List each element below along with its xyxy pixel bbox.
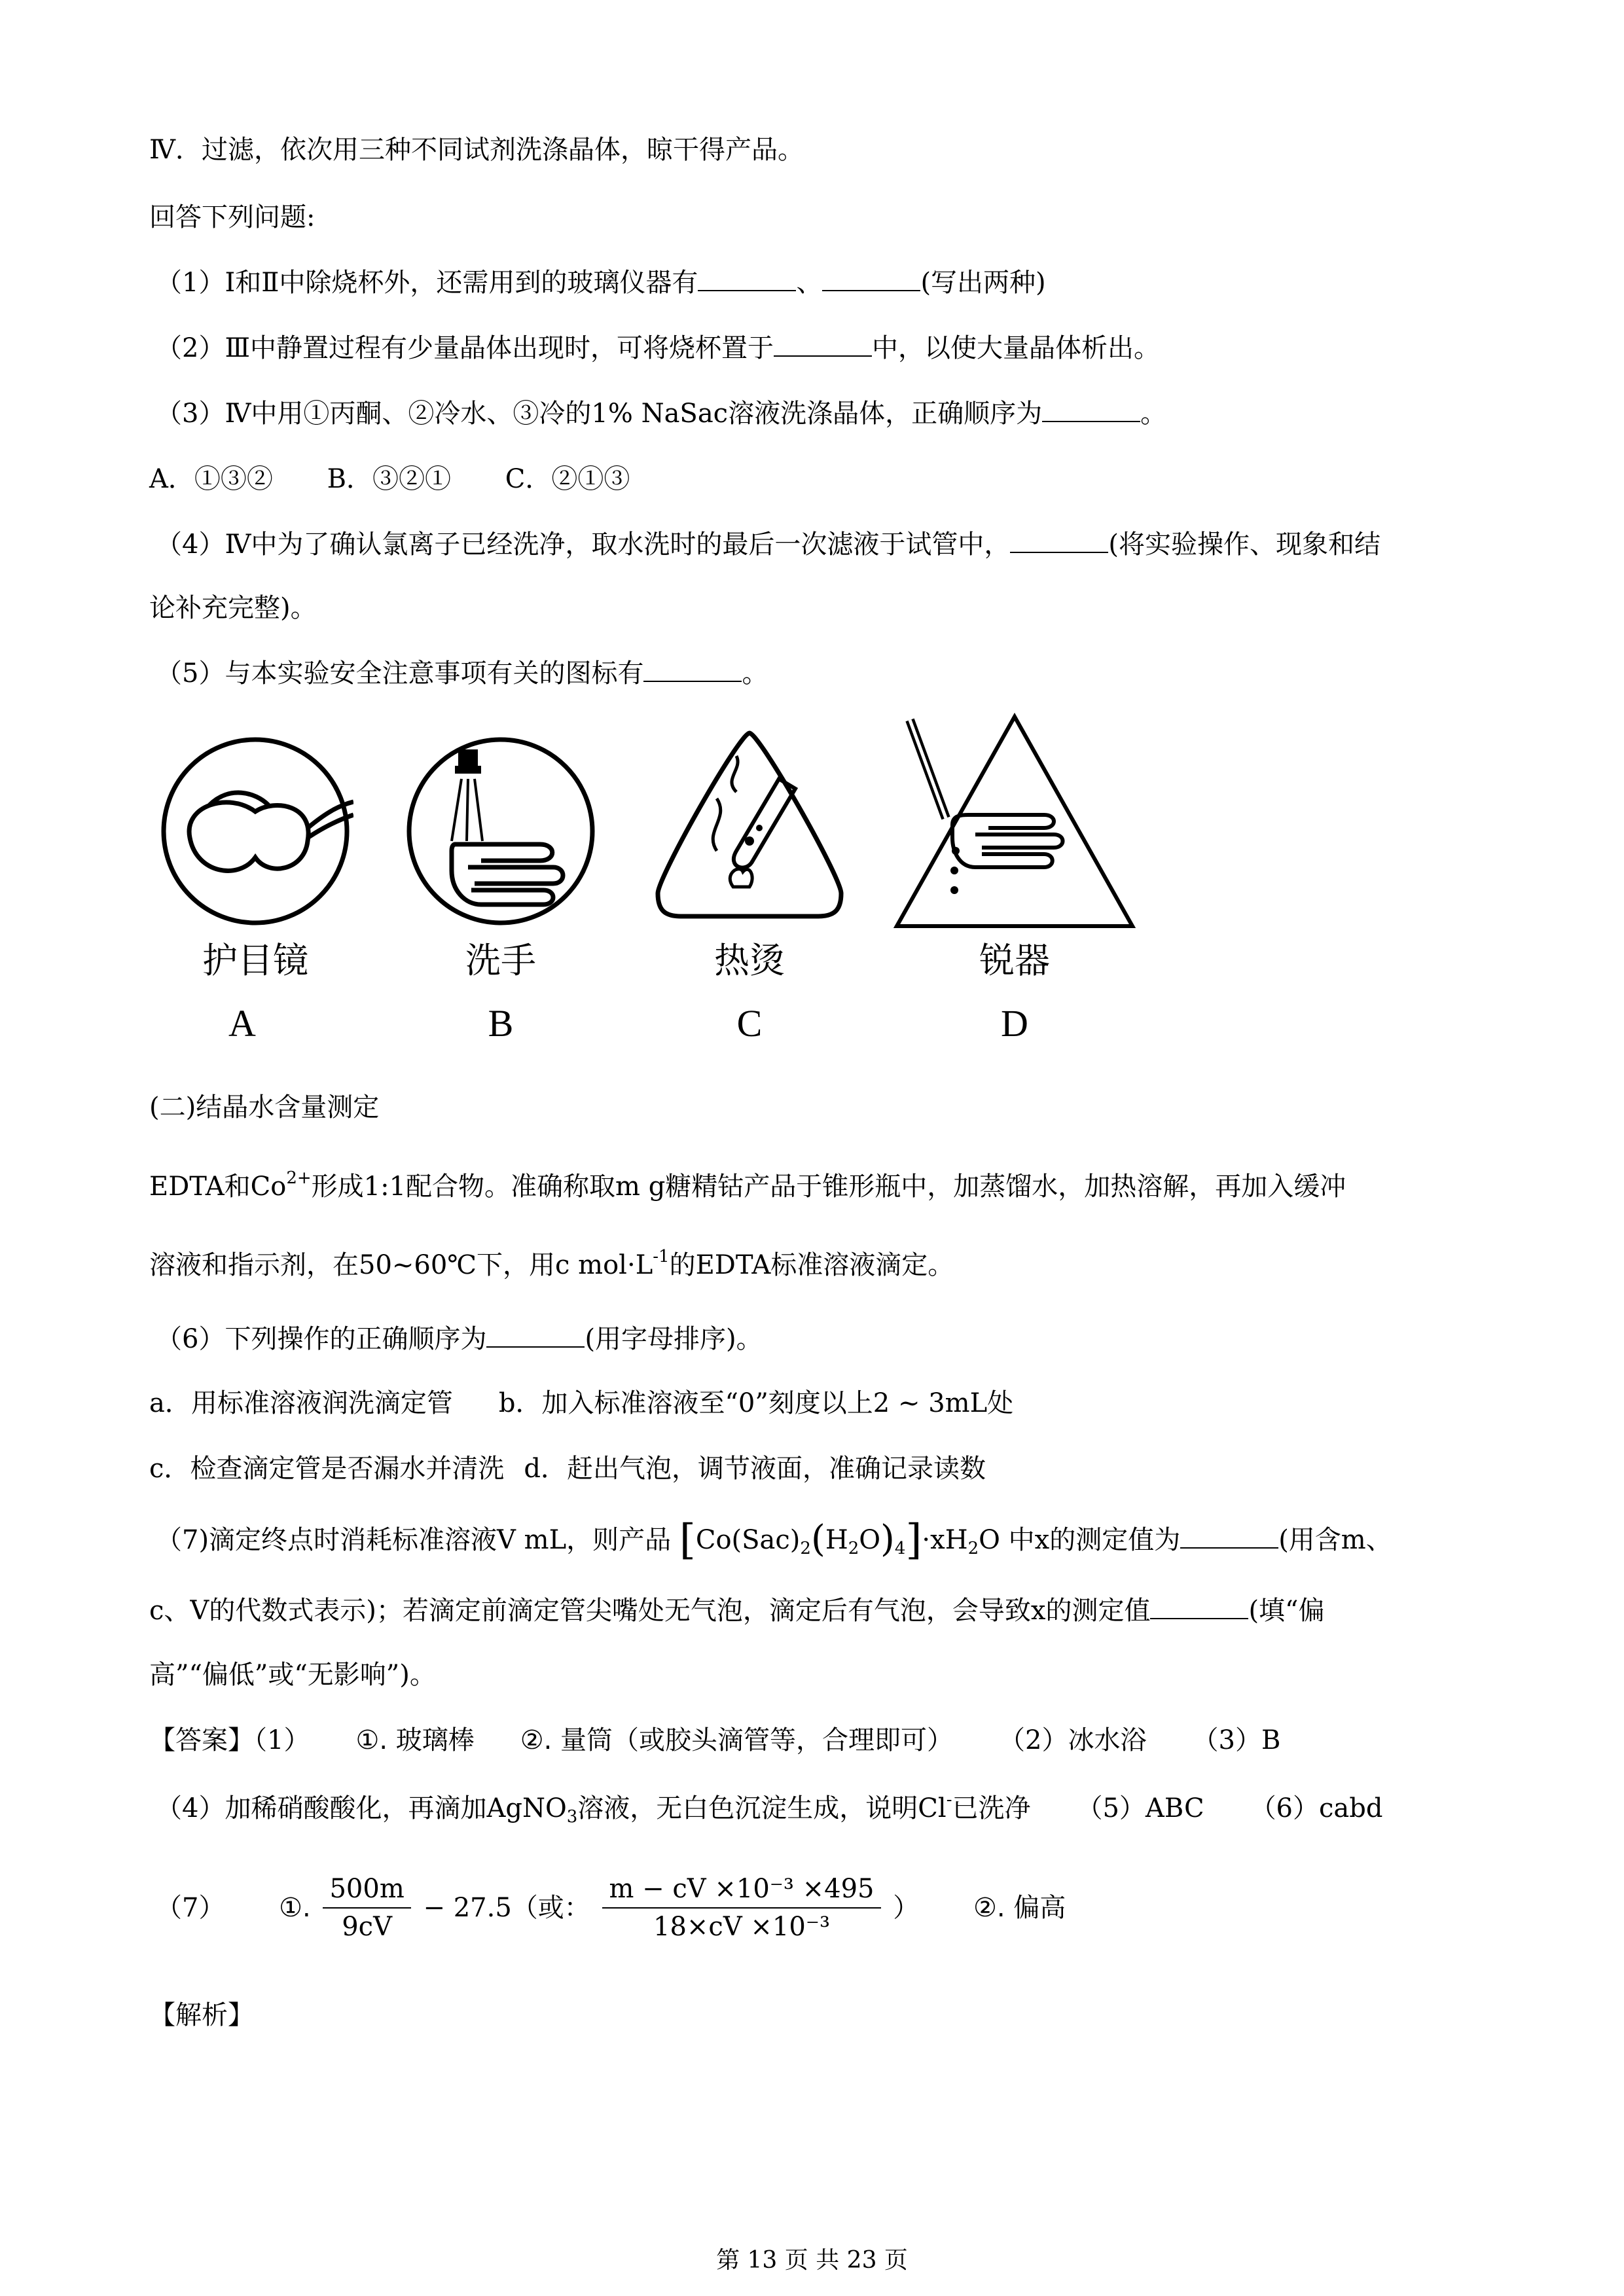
hot-icon — [645, 720, 854, 929]
sharp-object-icon — [890, 710, 1139, 933]
question-7-cont-2: 高”“偏低”或“无影响”)。 — [149, 1660, 436, 1690]
question-4-cont: 论补充完整)。 — [149, 593, 317, 623]
paragraph-line-2: 溶液和指示剂，在50~60℃下，用c $mol\cdot L^{-1}$的EDTA标准溶液滴定。 — [149, 1247, 954, 1280]
paragraph-line-1: EDTA和$Co^{2+}$形成1:1配合物。准确称取m g糖精钴产品于锥形瓶中，加蒸馏水，加热溶解，再加入缓冲 — [149, 1168, 1346, 1202]
fraction-2: $\frac{\text{m − cV ×10⁻³ ×495}}{\text{18×cV ×10⁻³}}$ — [602, 1873, 880, 1943]
answer-line-2: （4）加稀硝酸酸化，再滴加AgNO$_3$溶液，无白色沉淀生成，说明Cl-已洗净 （5）ABC （6）cabd — [156, 1790, 1383, 1827]
question-3: （3）Ⅳ中用①丙酮、②冷水、③冷的1% NaSac溶液洗涤晶体，正确顺序为 。 — [156, 399, 1167, 429]
answer-intro: 回答下列问题: — [149, 202, 316, 232]
operation-c: c．检查滴定管是否漏水并清洗 — [149, 1454, 505, 1484]
icon-letter-c: C — [736, 1002, 763, 1045]
operation-a: a．用标准溶液润洗滴定管 — [149, 1388, 453, 1418]
icon-letter-b: B — [488, 1002, 514, 1045]
answer-line-3: （7） ①. $\frac{500m}{9cV}$ − 27.5（或： $\frac{\text{m − cV ×10⁻³ ×495}}{\text{18×cV ×10⁻³}}$ ） ②. 偏高 — [156, 1874, 1066, 1942]
fraction-1: $\frac{500m}{9cV}$ — [323, 1873, 410, 1943]
hand-wash-caption: 洗手 — [465, 940, 536, 981]
question-5: （5）与本实验安全注意事项有关的图标有 。 — [156, 658, 768, 689]
hand-wash-icon — [403, 733, 599, 929]
answer-line-1: 【答案】（1） ①. 玻璃棒 ②. 量筒（或胶头滴管等，合理即可） （2）冰水浴 （3）B — [149, 1725, 1281, 1755]
sharp-caption: 锐器 — [979, 940, 1050, 981]
option-c: C．②①③ — [505, 464, 630, 494]
icon-letter-d: D — [1001, 1002, 1028, 1045]
question-2: （2）Ⅲ中静置过程有少量晶体出现时，可将烧杯置于 中，以使大量晶体析出。 — [156, 333, 1161, 363]
section-heading: (二)结晶水含量测定 — [149, 1092, 380, 1122]
option-a: A．①③② — [149, 464, 273, 494]
question-1: （1）Ⅰ和Ⅱ中除烧杯外，还需用到的玻璃仪器有 、 (写出两种) — [156, 268, 1046, 298]
operations-row-2 — [149, 1453, 986, 1484]
icon-letter-a: A — [228, 1002, 256, 1045]
question-7-cont-1: c、V的代数式表示)；若滴定前滴定管尖嘴处无气泡，滴定后有气泡，会导致x的测定值 (填“偏 — [149, 1596, 1325, 1626]
step4-line: Ⅳ．过滤，依次用三种不同试剂洗涤晶体，晾干得产品。 — [149, 135, 804, 165]
operations-row-1 — [149, 1388, 1013, 1419]
operation-b: b．加入标准溶液至“0”刻度以上2 ~ 3mL处 — [498, 1388, 1014, 1418]
hot-caption: 热烫 — [714, 940, 785, 981]
goggles-caption: 护目镜 — [202, 940, 308, 981]
question-3-options — [149, 463, 630, 495]
operation-d: d．赶出气泡，调节液面，准确记录读数 — [524, 1454, 986, 1484]
option-b: B．③②① — [327, 464, 452, 494]
question-4: （4）Ⅳ中为了确认氯离子已经洗净，取水洗时的最后一次滤液于试管中， (将实验操作、现象和结 — [156, 529, 1381, 560]
question-6: （6）下列操作的正确顺序为 (用字母排序)。 — [156, 1324, 763, 1354]
page-footer: 第 13 页 共 23 页 — [716, 2247, 908, 2274]
goggles-icon — [157, 733, 353, 929]
question-7: （7)滴定终点时消耗标准溶液V mL，则产品 $[Co(Sac)_2(H_2O)_4]\cdot xH_2O$ 中x的测定值为 (用含m、 — [156, 1516, 1392, 1564]
analysis-heading: 【解析】 — [149, 2000, 254, 2030]
